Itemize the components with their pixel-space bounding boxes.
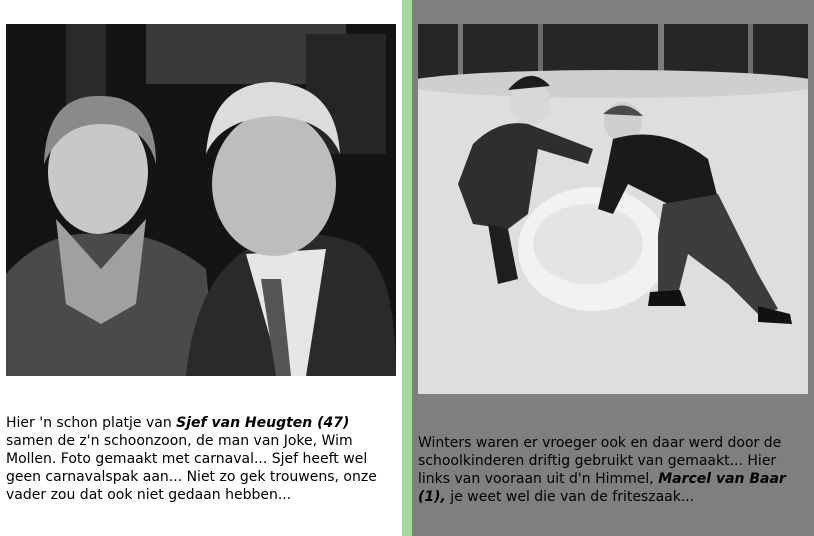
photo-two-men	[6, 24, 396, 376]
left-caption-intro: Hier 'n schon platje van	[6, 415, 177, 431]
right-caption-rest: je weet wel die van de friteszaak...	[445, 489, 695, 505]
left-caption	[6, 414, 398, 504]
right-caption-name: Marcel van Baar (1),	[418, 471, 786, 505]
panel-divider	[402, 0, 412, 536]
left-caption-rest: samen de z'n schoonzoon, de man van Joke, Wim Mollen. Foto gemaakt met carnaval... Sjef heeft wel geen carnavalspak aan... Niet zo gek trouwens, onze vader zou dat ook niet gedaan hebben...	[6, 433, 377, 503]
left-panel	[0, 0, 402, 536]
right-caption	[418, 434, 810, 506]
photo-snow-boys	[418, 24, 808, 394]
right-caption-intro: Winters waren er vroeger ook en daar werd door de schoolkinderen driftig gebruikt van gemaakt... Hier links van vooraan uit d'n Himmel,	[418, 435, 782, 487]
right-panel	[412, 0, 814, 536]
left-caption-name: Sjef van Heugten (47)	[176, 415, 350, 431]
